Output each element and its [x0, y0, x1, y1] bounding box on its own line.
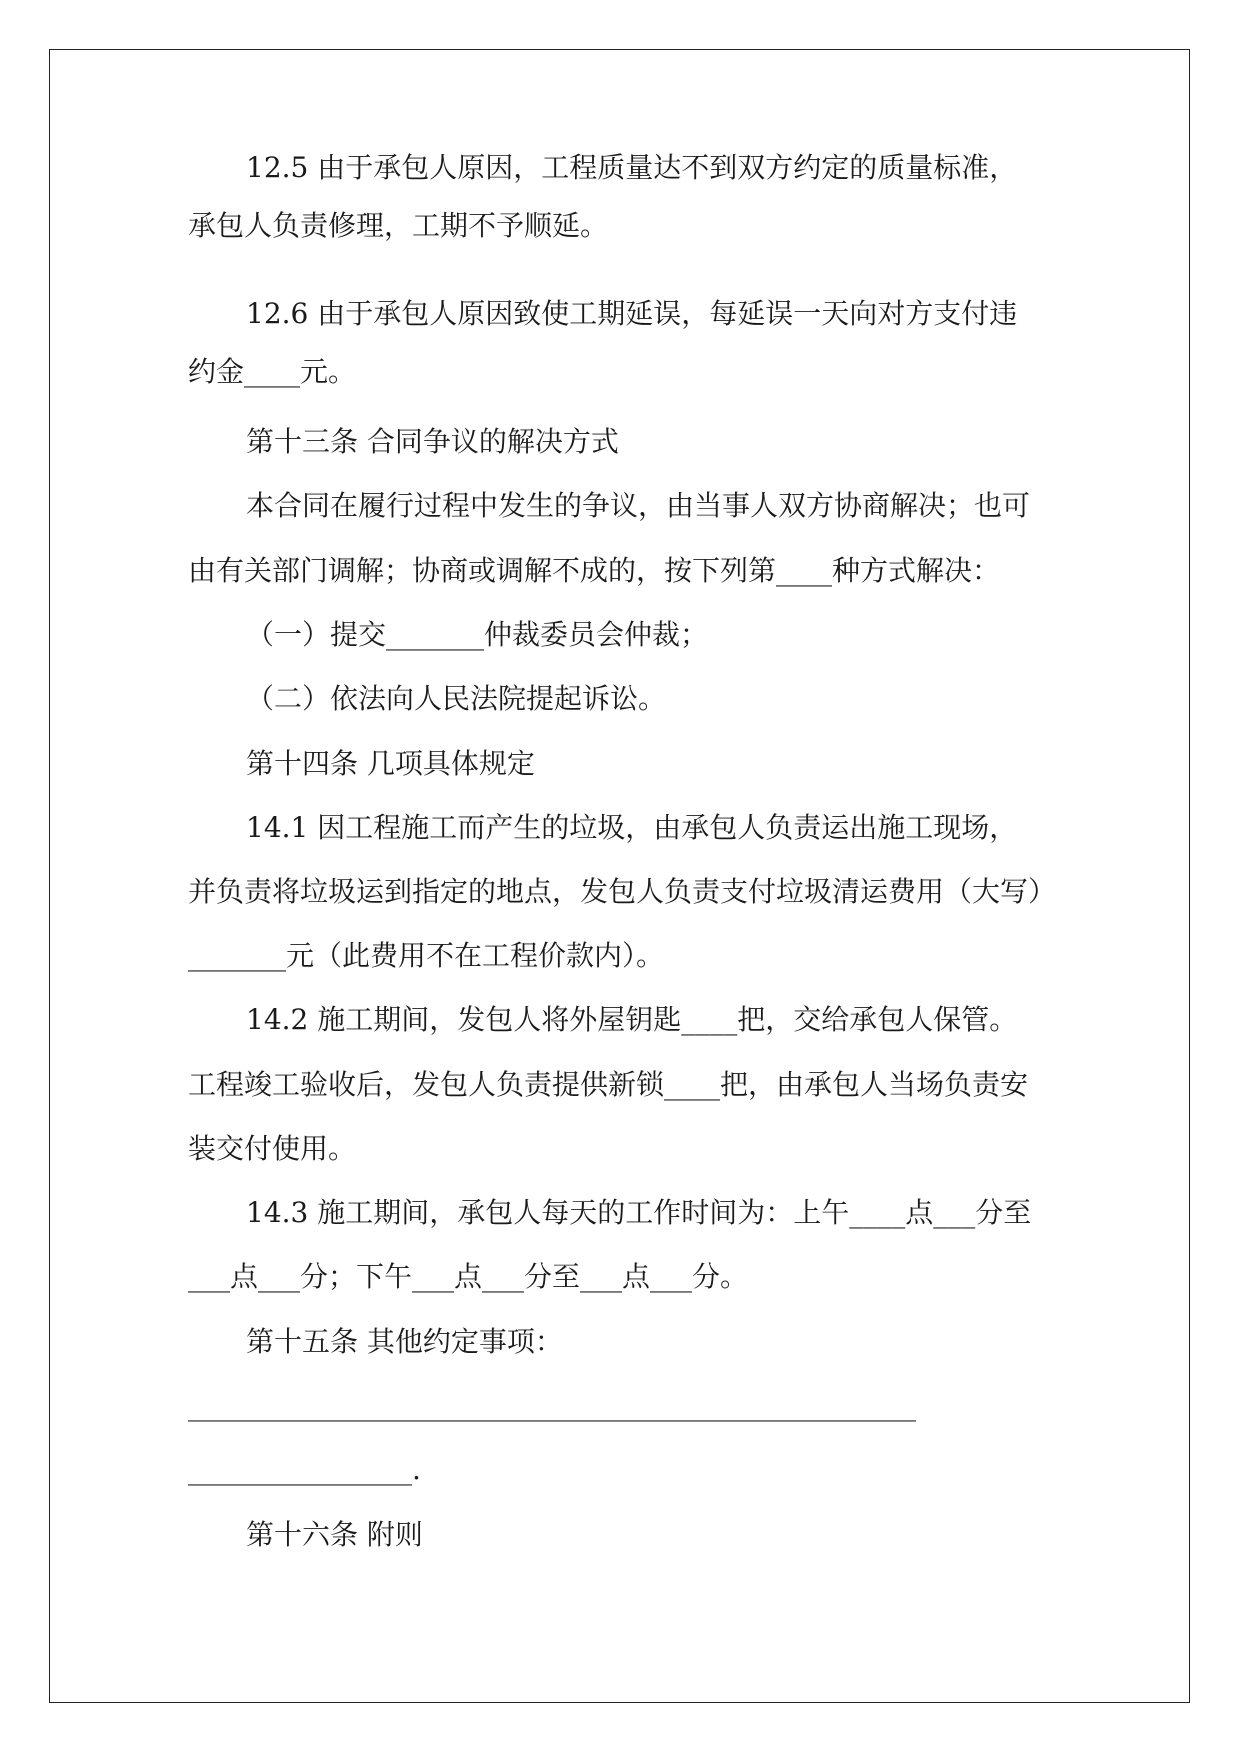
clause-12-5-line-2: 承包人负责修理，工期不予顺延。 [188, 209, 609, 242]
clause-12-5-line-1: 12.5 由于承包人原因，工程质量达不到双方约定的质量标准， [246, 151, 1018, 184]
clause-14-2-line-2: 工程竣工验收后，发包人负责提供新锁____把，由承包人当场负责安 [188, 1068, 1029, 1101]
clause-14-1-line-3: _______元（此费用不在工程价款内）。 [188, 939, 665, 972]
clause-14-2-line-3: 装交付使用。 [188, 1132, 357, 1165]
article-13-body-line-2: 由有关部门调解；协商或调解不成的，按下列第____种方式解决： [188, 554, 1001, 587]
clause-14-2-line-1: 14.2 施工期间，发包人将外屋钥匙____把，交给承包人保管。 [246, 1003, 1018, 1036]
article-16-heading: 第十六条 附则 [246, 1518, 423, 1551]
clause-12-6-line-2: 约金____元。 [188, 355, 357, 388]
article-15-blank-line-1: ____________________________________________________ [188, 1389, 916, 1422]
article-13-body-line-1: 本合同在履行过程中发生的争议，由当事人双方协商解决；也可 [246, 489, 1031, 522]
clause-14-3-line-2: ___点___分；下午___点___分至___点___分。 [188, 1260, 749, 1293]
article-15-blank-line-2: ________________. [188, 1453, 421, 1486]
option-1: （一）提交_______仲裁委员会仲裁； [246, 618, 709, 651]
clause-12-6-line-1: 12.6 由于承包人原因致使工期延误，每延误一天向对方支付违 [246, 297, 1018, 330]
clause-14-1-line-2: 并负责将垃圾运到指定的地点，发包人负责支付垃圾清运费用（大写） [188, 875, 1057, 908]
option-2: （二）依法向人民法院提起诉讼。 [246, 682, 667, 715]
article-15-heading: 第十五条 其他约定事项： [246, 1325, 563, 1358]
article-14-heading: 第十四条 几项具体规定 [246, 747, 535, 780]
clause-14-3-line-1: 14.3 施工期间，承包人每天的工作时间为：上午____点___分至 [246, 1196, 1032, 1229]
clause-14-1-line-1: 14.1 因工程施工而产生的垃圾，由承包人负责运出施工现场， [246, 811, 1018, 844]
article-13-heading: 第十三条 合同争议的解决方式 [246, 425, 619, 458]
